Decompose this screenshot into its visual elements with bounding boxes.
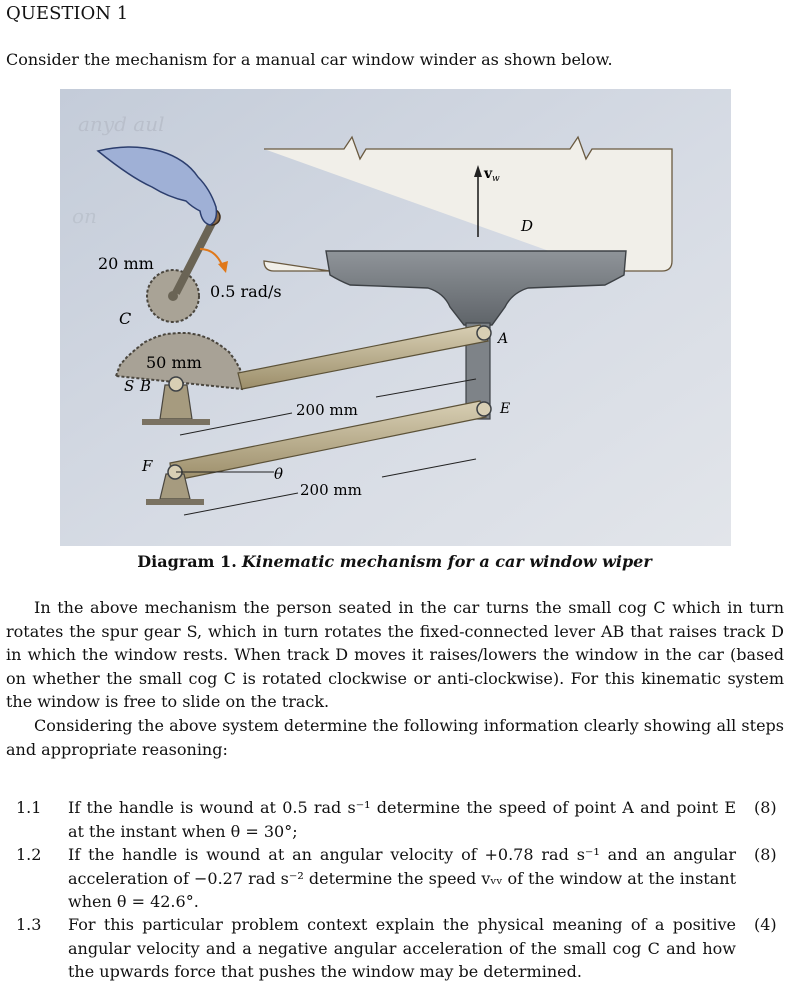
paragraph-line: in which the window rests. When track D moves it raises/lowers the window in the car (based	[6, 645, 784, 665]
label-s: S	[124, 377, 135, 395]
question-line: at the instant when θ = 30°;	[68, 821, 298, 841]
question-marks: (8)	[754, 798, 777, 817]
label-20mm: 20 mm	[98, 254, 154, 273]
paragraph-line: Considering the above system determine the following information clearly showing all steps	[34, 715, 784, 735]
diagram-caption	[0, 552, 789, 571]
caption-prefix: Diagram 1.	[137, 552, 237, 571]
paragraph-mechanism-description	[6, 596, 784, 761]
label-vw: v	[484, 166, 493, 182]
question-number: 1.1	[16, 798, 42, 817]
paragraph-line: the window is free to slide on the track.	[6, 692, 330, 712]
label-200mm-fe: 200 mm	[300, 481, 362, 499]
pin-b	[169, 377, 183, 391]
label-f: F	[142, 457, 153, 475]
question-number: 1.3	[16, 915, 42, 934]
question-line: when θ = 42.6°.	[68, 892, 199, 911]
mechanism-diagram	[60, 89, 731, 546]
ground-b	[142, 419, 210, 425]
question-line: acceleration of −0.27 rad s⁻² determine the speed vᵥᵥ of the window at the instant	[68, 868, 736, 888]
question-number: 1.2	[16, 845, 42, 864]
faint-book-text: anyd aul	[78, 112, 165, 136]
label-omega: 0.5 rad/s	[210, 282, 282, 301]
question-text	[68, 913, 736, 984]
faint-book-text: on	[72, 204, 97, 228]
label-c: C	[119, 309, 132, 328]
question-line: For this particular problem context explain the physical meaning of a positive	[68, 915, 736, 934]
label-e: E	[500, 401, 511, 417]
label-200mm-ab: 200 mm	[296, 401, 358, 419]
label-b: B	[140, 377, 152, 395]
question-marks: (4)	[754, 915, 777, 934]
question-text	[68, 843, 736, 914]
question-line: If the handle is wound at 0.5 rad s⁻¹ determine the speed of point A and point E	[68, 798, 736, 817]
question-title: QUESTION 1	[6, 3, 129, 24]
label-d: D	[521, 217, 534, 235]
question-line: angular velocity and a negative angular acceleration of the small cog C and how	[68, 938, 736, 958]
question-line: If the handle is wound at an angular velocity of +0.78 rad s⁻¹ and an angular	[68, 845, 736, 864]
label-theta: θ	[274, 465, 284, 483]
question-marks: (8)	[754, 845, 777, 864]
question-text	[68, 796, 736, 843]
caption-title: Kinematic mechanism for a car window wiper	[241, 552, 652, 571]
paragraph-line: on whether the small cog C is rotated clockwise or anti-clockwise). For this kinematic system	[6, 668, 784, 688]
ground-f	[146, 499, 204, 505]
question-line: the upwards force that pushes the window may be determined.	[68, 962, 582, 981]
question-intro: Consider the mechanism for a manual car window winder as shown below.	[6, 50, 613, 69]
label-50mm: 50 mm	[146, 353, 202, 372]
label-vw-sub: w	[492, 174, 500, 184]
pin-a	[477, 326, 491, 340]
label-a: A	[498, 331, 509, 347]
paragraph-line: and appropriate reasoning:	[6, 739, 228, 759]
pin-e	[477, 402, 491, 416]
paragraph-line: rotates the spur gear S, which in turn rotates the fixed-connected lever AB that raises track D	[6, 621, 784, 641]
paragraph-line: In the above mechanism the person seated in the car turns the small cog C which in turn	[34, 598, 784, 617]
